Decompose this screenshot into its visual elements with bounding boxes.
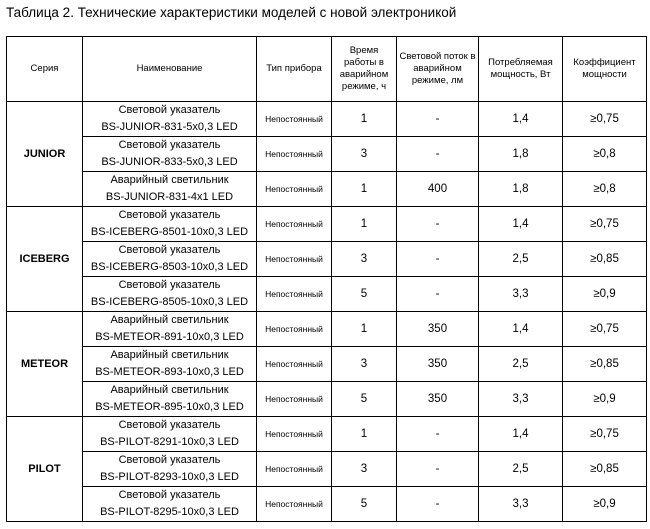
model-code: BS-PILOT-8295-10x0,3 LED [100,506,239,518]
time-cell: 1 [332,312,397,347]
type-cell: Непостоянный [257,487,332,522]
header-power: Потребляемая мощность, Вт [479,37,563,102]
power-cell: 1,4 [479,102,563,137]
flux-cell: - [397,102,479,137]
name-cell [83,417,257,452]
type-cell: Непостоянный [257,207,332,242]
device-kind: Световой указатель [118,244,221,256]
type-cell: Непостоянный [257,452,332,487]
coef-cell: ≥0,85 [563,242,647,277]
coef-cell: ≥0,9 [563,487,647,522]
time-cell: 1 [332,102,397,137]
type-cell: Непостоянный [257,347,332,382]
type-cell: Непостоянный [257,172,332,207]
table-row [7,347,647,382]
power-cell: 1,4 [479,312,563,347]
name-cell [83,312,257,347]
power-cell: 2,5 [479,452,563,487]
series-cell: METEOR [7,312,83,417]
coef-cell: ≥0,8 [563,137,647,172]
table-row [7,452,647,487]
flux-cell: 350 [397,312,479,347]
power-cell: 1,4 [479,207,563,242]
model-code: BS-ICEBERG-8505-10x0,3 LED [90,296,249,308]
flux-cell: - [397,487,479,522]
power-cell: 3,3 [479,277,563,312]
flux-cell: - [397,137,479,172]
time-cell: 1 [332,172,397,207]
coef-cell: ≥0,9 [563,277,647,312]
flux-cell: - [397,277,479,312]
model-code: BS-PILOT-8293-10x0,3 LED [100,471,239,483]
header-flux: Световой поток в аварийном режиме, лм [397,37,479,102]
model-code: BS-JUNIOR-831-5x0,3 LED [101,121,238,133]
header-name: Наименование [83,37,257,102]
name-cell [83,137,257,172]
header-row [7,37,647,102]
type-cell: Непостоянный [257,382,332,417]
type-cell: Непостоянный [257,312,332,347]
table-row [7,137,647,172]
flux-cell: 350 [397,382,479,417]
model-code: BS-ICEBERG-8503-10x0,3 LED [90,261,249,273]
specs-table [6,36,647,522]
flux-cell: - [397,417,479,452]
time-cell: 5 [332,487,397,522]
header-time: Время работы в аварийном режиме, ч [332,37,397,102]
time-cell: 1 [332,417,397,452]
device-kind: Аварийный светильник [110,314,229,326]
device-kind: Световой указатель [118,104,221,116]
table-row [7,417,647,452]
time-cell: 3 [332,242,397,277]
coef-cell: ≥0,75 [563,417,647,452]
type-cell: Непостоянный [257,277,332,312]
table-caption: Таблица 2. Технические характеристики моделей с новой электроникой [6,5,457,20]
flux-cell: - [397,207,479,242]
time-cell: 1 [332,207,397,242]
table-row [7,382,647,417]
power-cell: 3,3 [479,382,563,417]
coef-cell: ≥0,75 [563,102,647,137]
table-body [7,102,647,522]
coef-cell: ≥0,85 [563,452,647,487]
device-kind: Световой указатель [118,139,221,151]
table-row [7,277,647,312]
power-cell: 1,8 [479,137,563,172]
device-kind: Аварийный светильник [110,174,229,186]
power-cell: 1,8 [479,172,563,207]
header-type: Тип прибора [257,37,332,102]
device-kind: Аварийный светильник [110,349,229,361]
type-cell: Непостоянный [257,417,332,452]
flux-cell: - [397,452,479,487]
name-cell [83,452,257,487]
time-cell: 3 [332,452,397,487]
series-cell: PILOT [7,417,83,522]
table-row [7,207,647,242]
model-code: BS-METEOR-893-10x0,3 LED [95,366,244,378]
power-cell: 3,3 [479,487,563,522]
name-cell [83,277,257,312]
header-coef: Коэффициент мощности [563,37,647,102]
time-cell: 3 [332,347,397,382]
device-kind: Световой указатель [118,454,221,466]
type-cell: Непостоянный [257,102,332,137]
table-row [7,312,647,347]
flux-cell: 350 [397,347,479,382]
model-code: BS-ICEBERG-8501-10x0,3 LED [90,226,249,238]
series-cell: ICEBERG [7,207,83,312]
coef-cell: ≥0,75 [563,312,647,347]
time-cell: 5 [332,277,397,312]
series-cell: JUNIOR [7,102,83,207]
table-row [7,487,647,522]
flux-cell: - [397,242,479,277]
name-cell [83,102,257,137]
coef-cell: ≥0,9 [563,382,647,417]
coef-cell: ≥0,85 [563,347,647,382]
device-kind: Световой указатель [118,279,221,291]
time-cell: 5 [332,382,397,417]
flux-cell: 400 [397,172,479,207]
power-cell: 1,4 [479,417,563,452]
name-cell [83,172,257,207]
name-cell [83,207,257,242]
type-cell: Непостоянный [257,137,332,172]
table-row [7,242,647,277]
coef-cell: ≥0,75 [563,207,647,242]
name-cell [83,242,257,277]
device-kind: Световой указатель [118,419,221,431]
model-code: BS-METEOR-891-10x0,3 LED [95,331,244,343]
model-code: BS-JUNIOR-833-5x0,3 LED [101,156,238,168]
coef-cell: ≥0,8 [563,172,647,207]
device-kind: Световой указатель [118,489,221,501]
name-cell [83,487,257,522]
device-kind: Световой указатель [118,209,221,221]
name-cell [83,347,257,382]
table-row [7,172,647,207]
type-cell: Непостоянный [257,242,332,277]
time-cell: 3 [332,137,397,172]
device-kind: Аварийный светильник [110,384,229,396]
power-cell: 2,5 [479,347,563,382]
model-code: BS-METEOR-895-10x0,3 LED [95,401,244,413]
header-series: Серия [7,37,83,102]
name-cell [83,382,257,417]
model-code: BS-JUNIOR-831-4x1 LED [105,191,234,203]
power-cell: 2,5 [479,242,563,277]
table-row [7,102,647,137]
model-code: BS-PILOT-8291-10x0,3 LED [100,436,239,448]
